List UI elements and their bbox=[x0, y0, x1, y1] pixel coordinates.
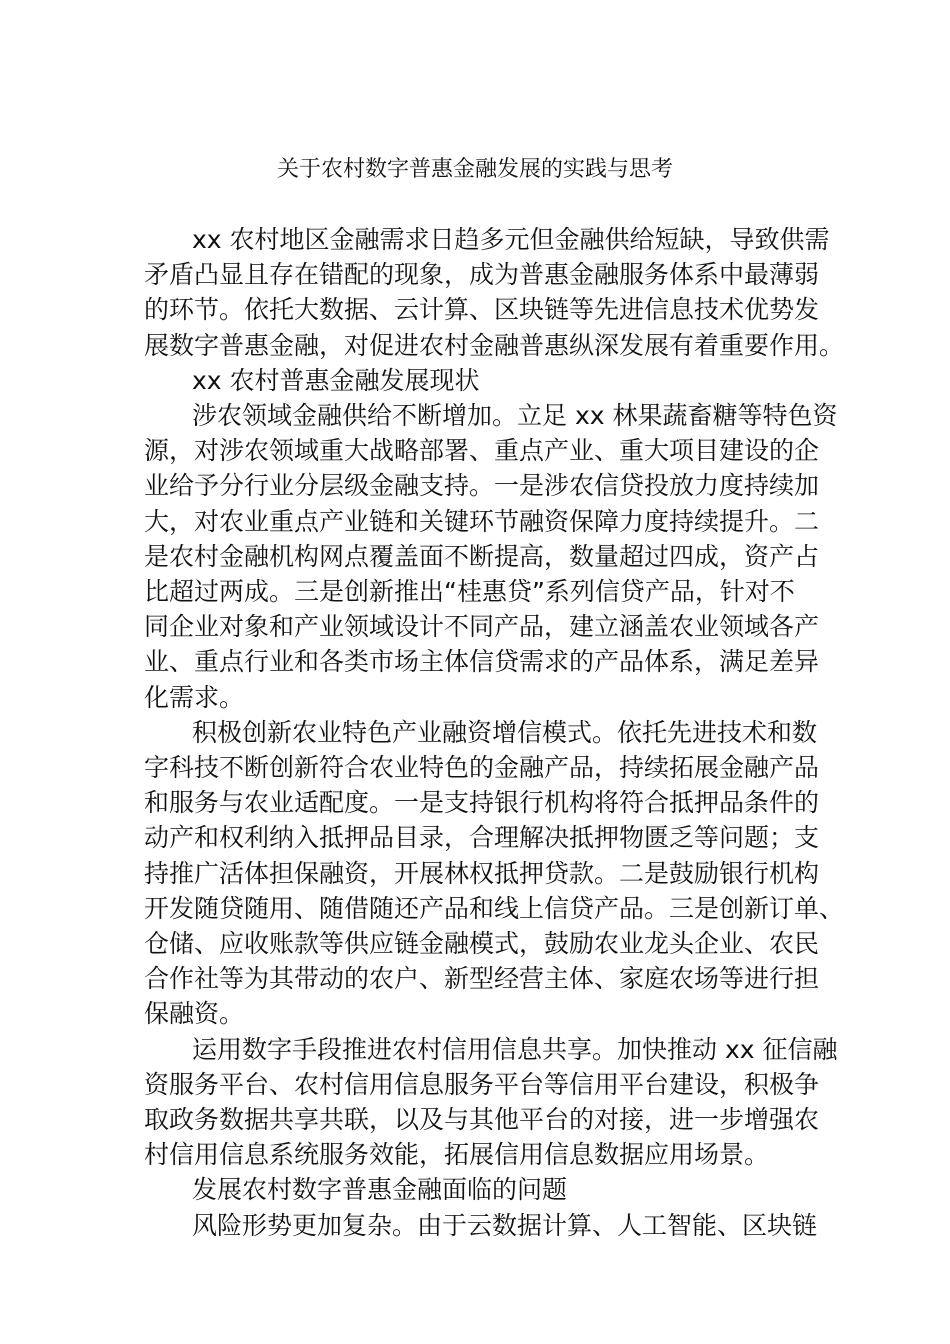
text-line: 积极创新农业特色产业融资增信模式。依托先进技术和数 bbox=[192, 717, 818, 747]
text-line: 同企业对象和产业领域设计不同产品，建立涵盖农业领域各产 bbox=[144, 612, 820, 642]
text-line: 资服务平台、农村信用信息服务平台等信用平台建设，积极争 bbox=[144, 1069, 820, 1099]
text-line: 业、重点行业和各类市场主体信贷需求的产品体系，满足差异 bbox=[144, 647, 820, 677]
text-line: 化需求。 bbox=[144, 682, 245, 712]
text-line: 和服务与农业适配度。一是支持银行机构将符合抵押品条件的 bbox=[144, 788, 820, 818]
text-line: 保融资。 bbox=[144, 999, 245, 1029]
text-line: 取政务数据共享共联，以及与其他平台的对接，进一步增强农 bbox=[144, 1105, 820, 1134]
text-line: 展数字普惠金融，对促进农村金融普惠纵深发展有着重要作用。 bbox=[144, 330, 845, 360]
text-line: 矛盾凸显且存在错配的现象，成为普惠金融服务体系中最薄弱 bbox=[144, 260, 820, 290]
text-line: 动产和权利纳入抵押品目录，合理解决抵押物匮乏等问题；支 bbox=[144, 823, 820, 853]
text-line: 的环节。依托大数据、云计算、区块链等先进信息技术优势发 bbox=[144, 295, 820, 325]
document-title: 关于农村数字普惠金融发展的实践与思考 bbox=[276, 157, 673, 182]
text-line: 运用数字手段推进农村信用信息共享。加快推动 xx 征信融 bbox=[192, 1034, 838, 1064]
text-line: 发展农村数字普惠金融面临的问题 bbox=[192, 1175, 568, 1205]
text-line: 持推广活体担保融资，开展林权抵押贷款。二是鼓励银行机构 bbox=[144, 858, 820, 888]
text-line: 大，对农业重点产业链和关键环节融资保障力度持续提升。二 bbox=[144, 506, 820, 536]
text-line: 源，对涉农领域重大战略部署、重点产业、重大项目建设的企 bbox=[144, 436, 820, 466]
text-line: xx 农村地区金融需求日趋多元但金融供给短缺，导致供需 bbox=[192, 225, 830, 254]
text-line: xx 农村普惠金融发展现状 bbox=[192, 365, 480, 395]
text-line: 村信用信息系统服务效能，拓展信用信息数据应用场景。 bbox=[144, 1140, 770, 1170]
text-line: 涉农领域金融供给不断增加。立足 xx 林果蔬畜糖等特色资 bbox=[192, 401, 838, 430]
text-line: 风险形势更加复杂。由于云数据计算、人工智能、区块链 bbox=[192, 1210, 818, 1240]
text-line: 合作社等为其带动的农户、新型经营主体、家庭农场等进行担 bbox=[144, 964, 820, 994]
text-line: 是农村金融机构网点覆盖面不断提高，数量超过四成，资产占 bbox=[144, 541, 820, 571]
text-line: 仓储、应收账款等供应链金融模式，鼓励农业龙头企业、农民 bbox=[144, 929, 820, 958]
text-line: 字科技不断创新符合农业特色的金融产品，持续拓展金融产品 bbox=[144, 753, 820, 782]
text-line: 开发随贷随用、随借随还产品和线上信贷产品。三是创新订单、 bbox=[144, 893, 845, 923]
text-line: 业给予分行业分层级金融支持。一是涉农信贷投放力度持续加 bbox=[144, 471, 820, 501]
text-line: 比超过两成。三是创新推出“桂惠贷”系列信贷产品，针对不 bbox=[144, 577, 795, 606]
